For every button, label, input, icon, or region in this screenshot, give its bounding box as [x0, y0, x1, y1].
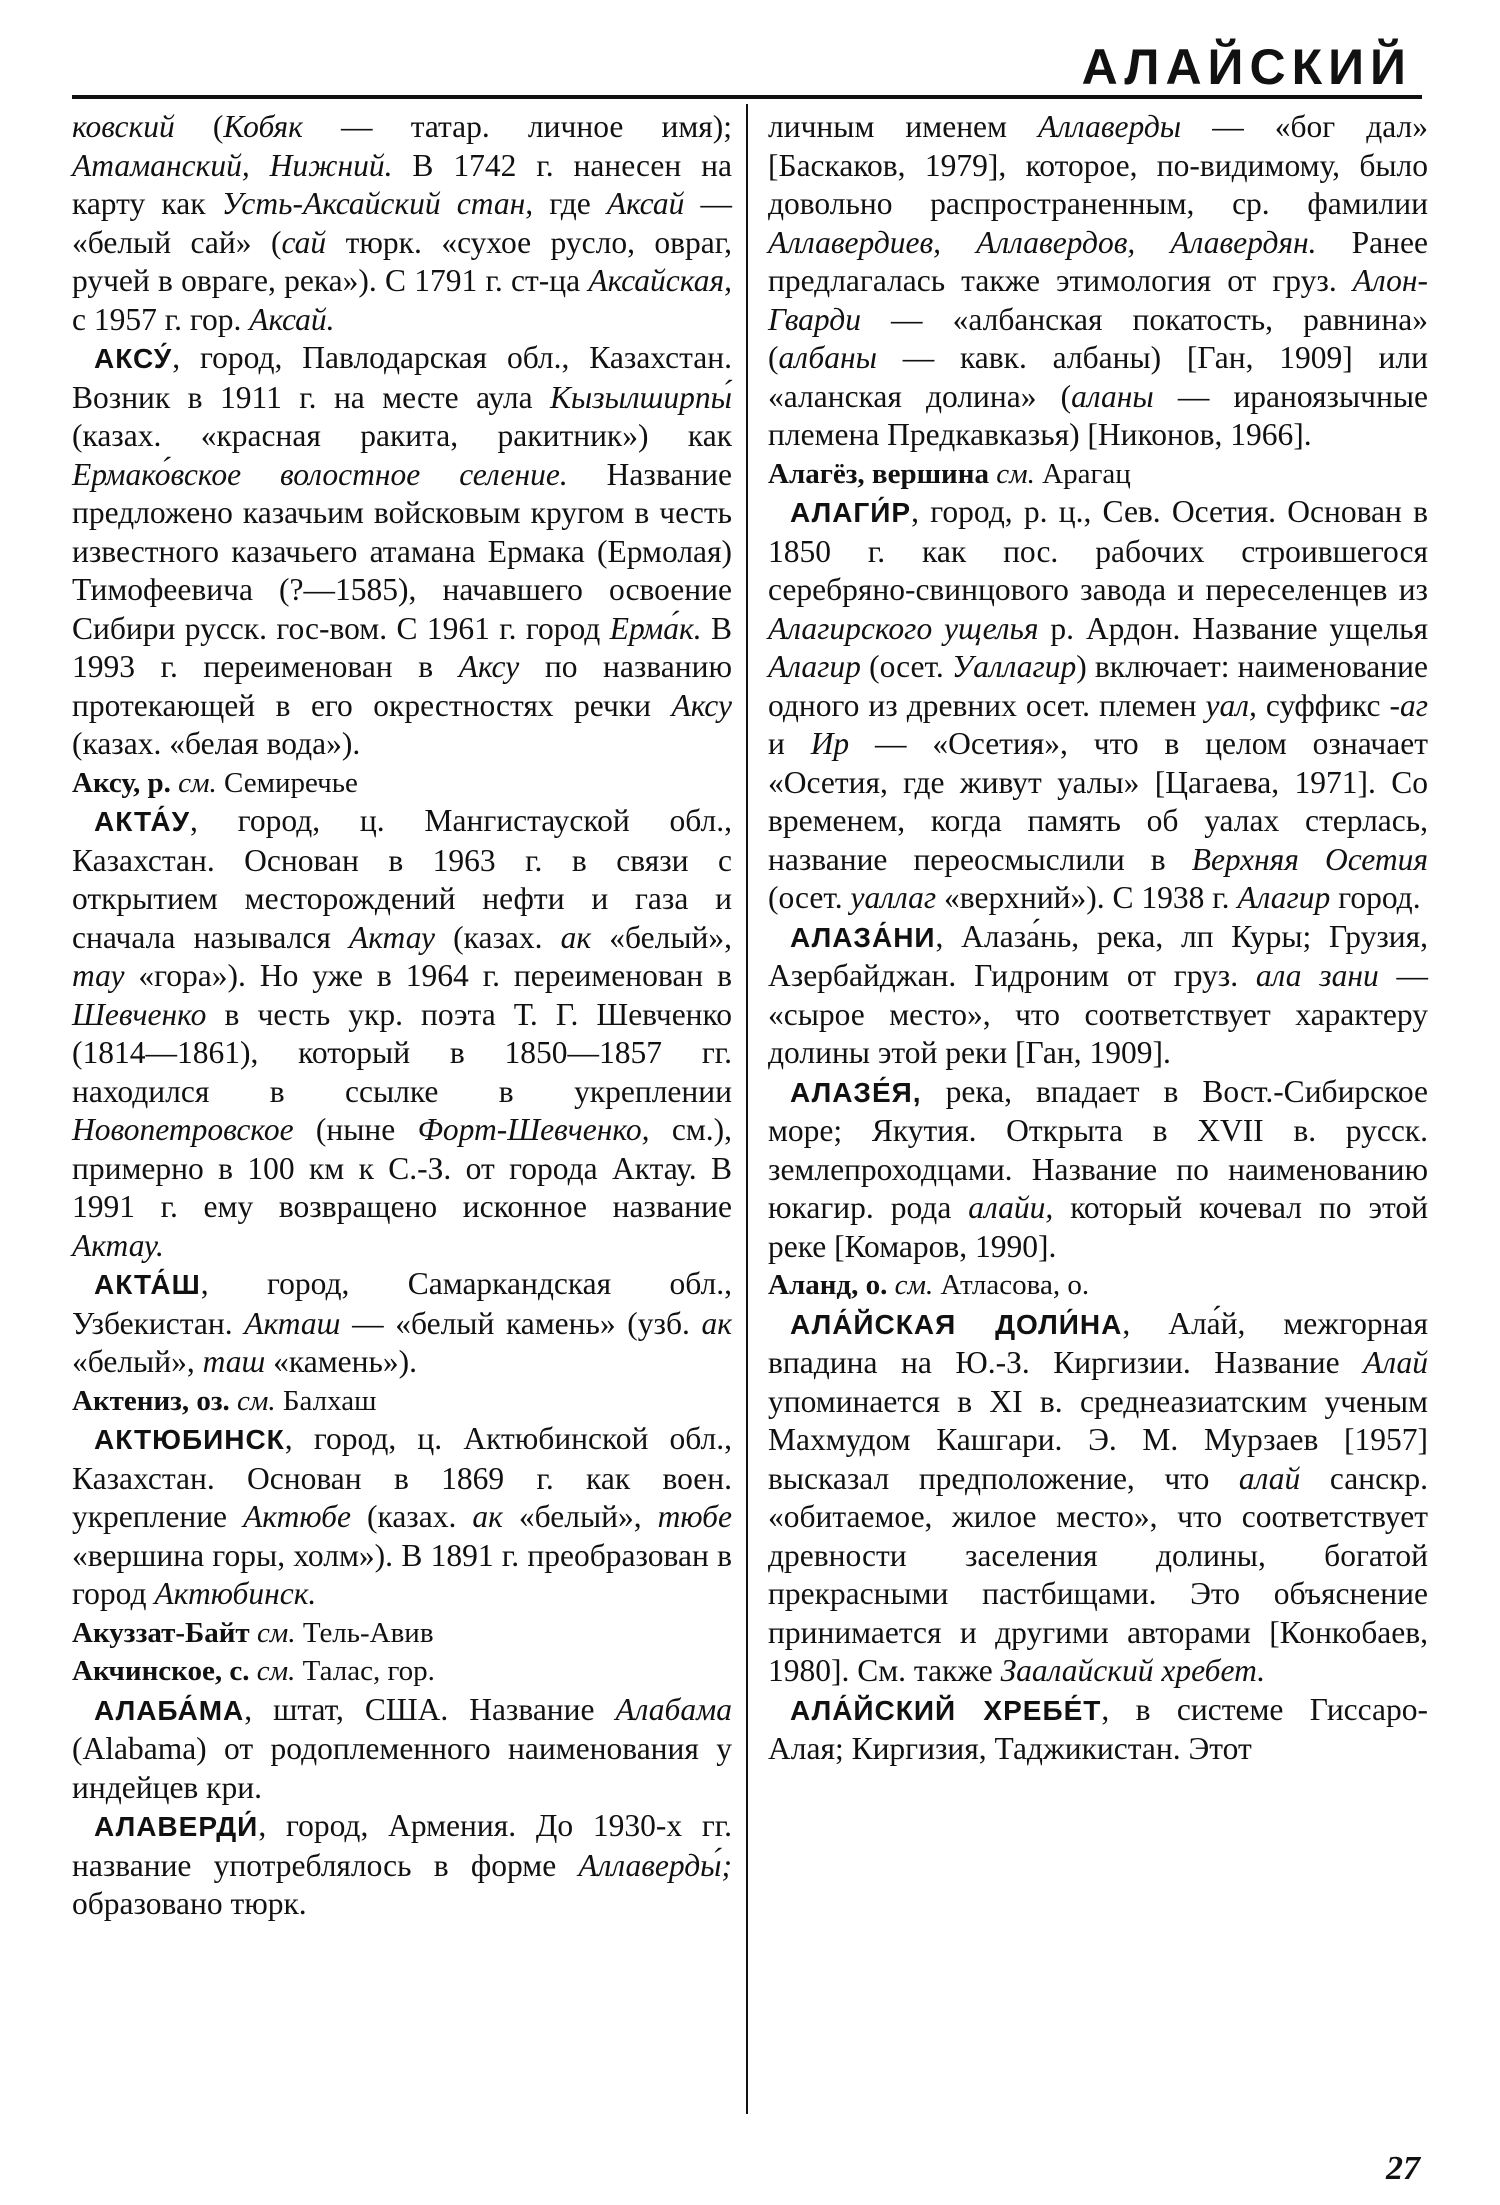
- headword: АКСУ́: [94, 343, 173, 374]
- continued-text: [72, 108, 732, 339]
- column-divider: [746, 104, 748, 2114]
- italic-term: Верхняя Осетия: [1191, 841, 1428, 877]
- headword: АЛАБА́МА: [94, 1694, 245, 1726]
- reference-word: Аланд, о.: [768, 1269, 888, 1301]
- text-run: «верхний»). С 1938 г.: [936, 880, 1238, 915]
- headword: АЛАВЕРДИ́: [94, 1811, 259, 1842]
- dictionary-entry: [768, 1305, 1428, 1691]
- text-run: (казах. «красная ракита, ракитник») как: [72, 418, 732, 453]
- text-run: — ираноязычные племена Предкавказья) [Никонов, 1966].: [768, 378, 1428, 452]
- running-header: [72, 30, 1422, 100]
- italic-term: албаны: [778, 340, 877, 375]
- continued-text: [768, 108, 1428, 455]
- text-run: — «Осетия», что в целом означает «Осетия, где живут уалы» [Цагаева, 1971]. Со временем, когда память об уалах стерлась, название переосмыслили в: [768, 726, 1428, 877]
- italic-term: ак: [701, 1305, 732, 1341]
- reference-word: Актениз, оз.: [72, 1384, 230, 1417]
- cross-reference: [72, 1382, 732, 1421]
- italic-term: ак: [472, 1499, 503, 1534]
- italic-term: Кобяк: [223, 109, 303, 144]
- italic-term: Аксу: [671, 687, 732, 723]
- italic-term: Ермако́вское волостное селение.: [72, 456, 568, 492]
- text-run: Тель-Авив: [295, 1616, 434, 1649]
- text-run: , город, ц. Актюбинской обл., Казахстан. Основан в 1869 г. как воен. укрепление: [72, 1421, 732, 1534]
- text-run: — «бог дал» [Баскаков, 1979], которое, по-видимому, было довольно распространенным, ср. фамилии: [768, 109, 1429, 221]
- text-run: (: [174, 109, 224, 144]
- italic-term: ак: [560, 919, 592, 955]
- italic-term: Алон-Гварди: [768, 263, 1428, 337]
- text-run: суффикс: [1256, 687, 1390, 723]
- italic-term: Алагир: [768, 649, 861, 684]
- reference-word: Акчинское, с.: [72, 1655, 250, 1687]
- text-run: Арагац: [1034, 457, 1131, 490]
- text-run: «вершина горы, холм»). В 1891 г. преобразован в город: [72, 1537, 732, 1611]
- dictionary-entry: [72, 1265, 732, 1382]
- italic-term: Заалайский хребет.: [1000, 1653, 1266, 1688]
- text-run: с 1957 г. гор.: [72, 301, 250, 337]
- dictionary-entry: [72, 1807, 732, 1924]
- text-run: , город, Армения. До 1930-х гг. название употреблялось в форме: [72, 1808, 732, 1883]
- headword: АКТЮБИНСК: [94, 1424, 285, 1455]
- dictionary-entry: [768, 1691, 1428, 1769]
- cross-reference: [768, 1266, 1428, 1305]
- text-run: , Ала́й, межгорная впадина на Ю.-З. Киргизии. Название: [768, 1305, 1428, 1380]
- text-run: личным именем: [768, 109, 1039, 144]
- dictionary-entry: [72, 1691, 732, 1808]
- text-run: , в системе Гиссаро-Алая; Киргизия, Таджикистан. Этот: [768, 1691, 1428, 1766]
- dictionary-entry: [768, 493, 1428, 918]
- text-run: «белый»,: [591, 919, 732, 955]
- text-run: , город, Павлодарская обл., Казахстан. Возник в 1911 г. на месте аула: [72, 340, 732, 415]
- italic-term: см.: [178, 766, 217, 799]
- italic-term: алайи,: [968, 1190, 1054, 1225]
- italic-term: см.: [237, 1384, 276, 1417]
- text-run: река, впадает в Вост.-Сибирское море; Якутия. Открыта в XVII в. русск. землепроходцами. Название по наименованию юкагир. рода: [768, 1073, 1428, 1225]
- italic-term: Новопетровское: [72, 1112, 294, 1147]
- text-run: Атласова, о.: [933, 1269, 1090, 1301]
- headword: АЛАЗЕ́Я,: [790, 1076, 922, 1108]
- text-run: , Алаза́нь, река, лп Куры; Грузия, Азербайджан. Гидроним от груз.: [768, 918, 1428, 993]
- headword: АЛА́ЙСКИЙ ХРЕБЕ́Т: [790, 1694, 1102, 1726]
- headword: АКТА́Ш: [94, 1269, 201, 1300]
- text-run: , город, ц. Мангистауской обл., Казахстан. Основан в 1963 г. в связи с открытием месторождений нефти и газа и сначала назывался: [72, 803, 732, 955]
- text-run: , город, р. ц., Сев. Осетия. Основан в 1850 г. как пос. рабочих строившегося серебряно-свинцового завода и переселенцев из: [768, 494, 1428, 607]
- italic-term: Алабама: [615, 1691, 732, 1727]
- italic-term: Уаллагир: [951, 649, 1077, 684]
- dictionary-entry: [768, 1073, 1428, 1267]
- text-run: (казах.: [435, 919, 561, 955]
- dictionary-entry: [768, 918, 1428, 1073]
- text-run: и: [768, 726, 811, 761]
- reference-word: Алагёз, вершина: [768, 457, 989, 490]
- text-run: (осет.: [860, 649, 952, 684]
- text-run: [250, 1617, 257, 1649]
- italic-term: тау: [72, 958, 125, 993]
- dictionary-entry: [72, 802, 732, 1265]
- italic-term: Алагир: [1237, 880, 1331, 915]
- italic-term: Аксу: [458, 649, 520, 684]
- italic-term: уаллаг: [850, 880, 937, 915]
- text-run: Ранее предлагалась также этимология от груз.: [768, 224, 1428, 298]
- cross-reference: [768, 455, 1428, 494]
- headword: АКТА́У: [94, 806, 190, 837]
- italic-term: Актау: [349, 919, 436, 955]
- text-run: который кочевал по этой реке [Комаров, 1990].: [768, 1190, 1428, 1264]
- italic-term: таш: [202, 1344, 266, 1379]
- italic-term: Ир: [810, 726, 850, 761]
- italic-term: тюбе: [657, 1499, 732, 1534]
- text-run: В 1742 г. нанесен на карту как: [72, 147, 732, 221]
- text-run: «камень»).: [265, 1344, 417, 1379]
- text-run: (казах.: [351, 1499, 473, 1534]
- italic-term: Форт-Шевченко,: [417, 1112, 650, 1147]
- text-run: по названию протекающей в его окрестностях речки: [72, 649, 732, 723]
- cross-reference: [72, 1652, 732, 1691]
- italic-term: Актюбе: [243, 1499, 351, 1534]
- text-run: В 1993 г. переименован в: [72, 610, 732, 684]
- italic-term: сай: [281, 224, 327, 260]
- text-run: «белый»,: [502, 1499, 658, 1534]
- italic-term: -аг: [1389, 687, 1428, 723]
- text-run: (ныне: [293, 1112, 418, 1147]
- italic-term: Аллавердиев, Аллавердов, Алавердян.: [768, 224, 1317, 260]
- reference-word: Аксу, р.: [72, 766, 171, 799]
- cross-reference: [72, 1614, 732, 1653]
- text-run: город.: [1330, 880, 1421, 915]
- text-run: Название предложено казачьим войсковым кругом в честь известного казачьего атамана Ермака (Ермолая) Тимофеевича (?—1585), начавшего освоение Сибири русск. гос-вом. С 1961 г. город: [72, 456, 732, 646]
- italic-term: Усть-Аксайский стан,: [221, 186, 534, 221]
- cross-reference: [72, 764, 732, 803]
- text-run: «белый»,: [72, 1344, 203, 1379]
- dictionary-entry: [72, 339, 732, 764]
- text-run: Балхаш: [275, 1384, 377, 1417]
- text-run: — «сырое место», что соответствует характеру долины этой реки [Ган, 1909].: [768, 958, 1428, 1070]
- text-run: , штат, США. Название: [244, 1691, 616, 1727]
- italic-term: Аксай: [606, 186, 685, 221]
- text-run: см.), примерно в 100 км к С.-З. от города Актау. В 1991 г. ему возвращено исконное название: [72, 1112, 732, 1224]
- text-run: [249, 1655, 256, 1687]
- text-run: (казах. «белая вода»).: [72, 726, 361, 761]
- text-run: р. Ардон. Название ущелья: [1038, 610, 1428, 646]
- headword: АЛАЗА́НИ: [790, 921, 936, 953]
- headword: АЛА́ЙСКАЯ ДОЛИ́НА: [790, 1308, 1123, 1340]
- text-run: — «белый сай» (: [72, 186, 732, 260]
- text-run: упоминается в XI в. среднеазиатским ученым Махмудом Кашгари. Э. М. Мурзаев [1957] высказал предположение, что: [768, 1383, 1428, 1496]
- text-run: в честь укр. поэта Т. Г. Шевченко (1814—1861), который в 1850—1857 гг. находился в ссылке в укреплении: [72, 996, 732, 1109]
- text-run: где: [533, 186, 607, 221]
- italic-term: см.: [894, 1269, 934, 1301]
- italic-term: ковский: [72, 109, 175, 144]
- header-rule: [72, 95, 1422, 99]
- italic-term: Алай: [1363, 1345, 1428, 1380]
- text-run: — кавк. албаны) [Ган, 1909] или «аланская долина» (: [768, 340, 1428, 414]
- text-run: Талас, гор.: [295, 1655, 435, 1687]
- italic-term: Аксай.: [249, 301, 335, 337]
- italic-term: Ерма́к.: [609, 610, 702, 646]
- right-column: [768, 108, 1428, 1769]
- dictionary-entry: [72, 1420, 732, 1614]
- italic-term: аланы: [1071, 378, 1154, 414]
- text-run: тюрк. «сухое русло, овраг, ручей в овраге, река»). С 1791 г. ст-ца: [72, 224, 733, 298]
- italic-term: Акташ: [244, 1305, 341, 1341]
- italic-term: см.: [256, 1616, 296, 1649]
- italic-term: Алагирского ущелья: [768, 610, 1039, 646]
- text-run: — «албанская покатость, равнина» (: [768, 301, 1428, 375]
- italic-term: Атаманский, Нижний.: [72, 147, 393, 183]
- italic-term: Аллаверды́;: [578, 1847, 732, 1883]
- italic-term: уал,: [1205, 687, 1257, 723]
- italic-term: алай: [1238, 1460, 1301, 1496]
- italic-term: ала зани: [1255, 958, 1379, 993]
- italic-term: Актюбинск.: [154, 1576, 317, 1611]
- text-run: «гора»). Но уже в 1964 г. переименован в: [124, 958, 732, 993]
- text-run: [230, 1385, 237, 1417]
- text-run: [887, 1269, 894, 1301]
- reference-word: Акуззат-Байт: [72, 1616, 250, 1649]
- italic-term: см.: [996, 457, 1035, 490]
- text-run: (Alabama) от родоплеменного наименования у индейцев кри.: [72, 1731, 732, 1805]
- page-number: 27: [1386, 2150, 1420, 2187]
- italic-term: см.: [256, 1655, 296, 1687]
- text-run: — татар. личное имя);: [302, 109, 732, 144]
- headword: АЛАГИ́Р: [790, 497, 912, 528]
- text-run: — «белый камень» (узб.: [340, 1305, 702, 1341]
- text-run: (осет.: [768, 880, 851, 915]
- italic-term: Аксайская,: [588, 263, 732, 298]
- italic-term: Аллаверды: [1038, 109, 1182, 144]
- text-run: Семиречье: [216, 766, 358, 799]
- running-header-title: АЛАЙСКИЙ: [1081, 39, 1412, 95]
- italic-term: Актау.: [72, 1227, 164, 1263]
- left-column: [72, 108, 732, 1924]
- text-run: санскр. «обитаемое, жилое место», что соответствует древности заселения долины, богатой прекрасными пастбищами. Это объяснение принимается и другими авторами [Конкобаев, 1980]. См. также: [768, 1460, 1428, 1688]
- text-run: образовано тюрк.: [72, 1886, 307, 1921]
- text-run: ) включает: наименование одного из древних осет. племен: [768, 649, 1428, 723]
- italic-term: Кызылширпы́: [550, 379, 732, 415]
- italic-term: Шевченко: [72, 996, 207, 1032]
- text-run: , город, Самаркандская обл., Узбекистан.: [72, 1266, 732, 1341]
